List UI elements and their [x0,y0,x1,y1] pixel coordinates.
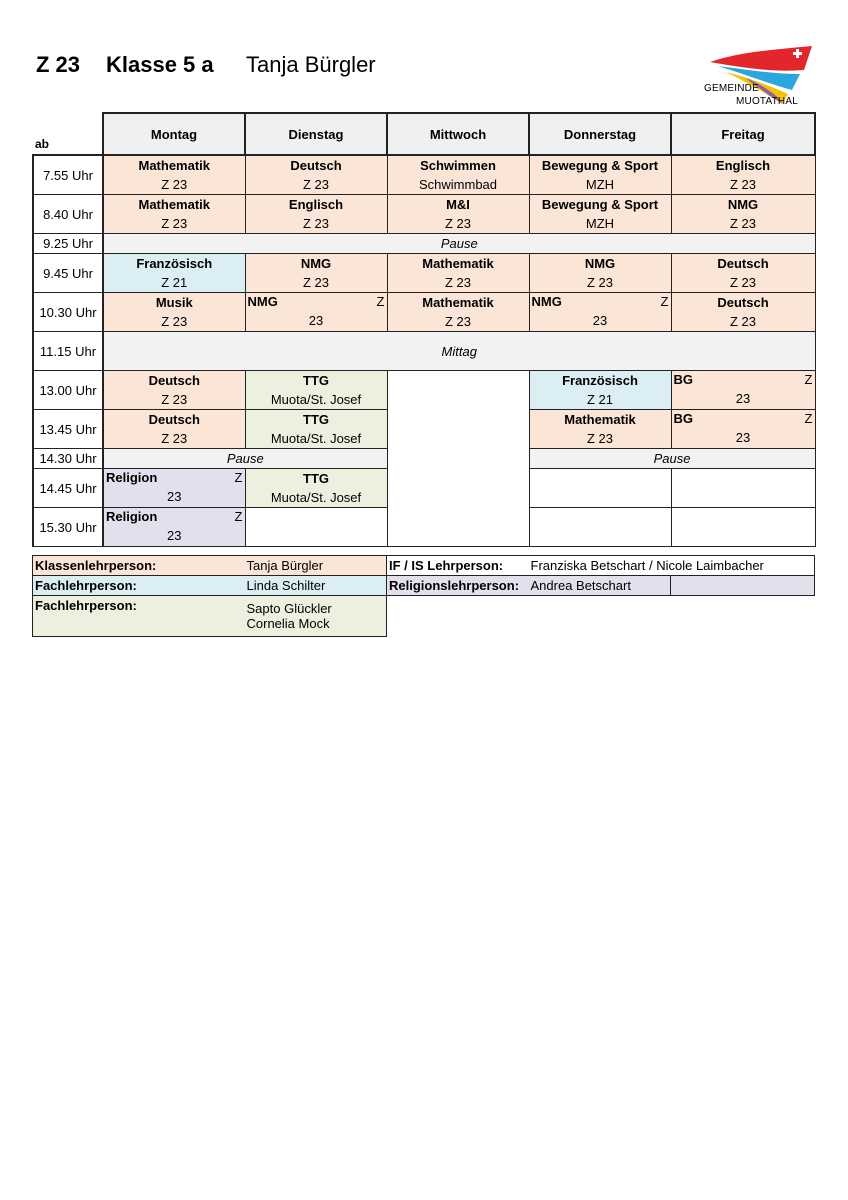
lesson-subject: NMG [531,294,562,309]
footer-value: Linda Schilter [245,576,387,596]
lesson-subject: Deutsch [148,373,200,388]
lesson-subject: TTG [303,412,329,427]
lesson-cell [671,371,815,410]
lesson-room-number: 23 [308,313,324,328]
timetable [32,112,816,547]
pause-bar: Pause [103,234,815,254]
corner-label: ab [33,113,103,155]
lesson-room: Z 23 [302,275,329,290]
lesson-cell [103,293,245,332]
lesson-subject: Englisch [288,197,344,212]
lesson-room: Z 23 [444,216,471,231]
lesson-room-prefix: Z [376,294,385,309]
day-header-wednesday: Mittwoch [387,113,529,155]
lesson-room: Z 21 [161,275,188,290]
lesson-subject: NMG [584,256,616,271]
room-number: Z 23 [36,52,81,77]
empty-wednesday-afternoon [387,371,529,547]
lesson-subject: NMG [727,197,759,212]
footer-value: Andrea Betschart [529,576,671,596]
lesson-subject: Französisch [562,373,638,388]
footer-blank [387,596,815,637]
lesson-subject: BG [673,411,693,426]
lesson-room: Z 23 [302,177,329,192]
logo-text [704,82,798,108]
pause-bar: Pause [103,449,387,469]
lesson-cell [103,254,245,293]
lesson-cell [671,410,815,449]
lesson-room-number: 23 [167,489,182,504]
lesson-cell [245,410,387,449]
lesson-room: Z 23 [302,216,329,231]
lesson-room: Z 23 [444,314,471,329]
lesson-cell [671,195,815,234]
lesson-room: Z 23 [729,177,756,192]
time-label: 13.00 Uhr [33,371,103,410]
lesson-subject: Deutsch [290,158,342,173]
lesson-room: Muota/St. Josef [270,392,362,407]
lesson-subject: Deutsch [717,256,769,271]
day-header-friday: Freitag [671,113,815,155]
lesson-room: Z 23 [729,275,756,290]
lesson-cell [671,293,815,332]
day-header-thursday: Donnerstag [529,113,671,155]
lesson-subject: Mathematik [138,158,211,173]
lesson-subject: M&I [446,197,470,212]
lesson-cell [245,195,387,234]
footer-empty [671,576,815,596]
lesson-cell [671,155,815,195]
lesson-room: MZH [585,216,615,231]
lesson-cell [103,410,245,449]
class-name: Klasse 5 a [106,52,214,77]
empty-cell [245,508,387,547]
lesson-cell [529,410,671,449]
lesson-room: Z 23 [161,431,188,446]
lesson-subject: NMG [300,256,332,271]
lesson-subject: Religion [106,470,158,485]
lunch-bar: Mittag [103,332,815,371]
footer-value: Tanja Bürgler [245,556,387,576]
lesson-cell [529,371,671,410]
lesson-cell [671,254,815,293]
lesson-subject: Französisch [136,256,213,271]
lesson-subject: Deutsch [148,412,200,427]
time-label: 9.25 Uhr [33,234,103,254]
lesson-subject: TTG [303,373,329,388]
page-header [36,52,376,78]
lesson-subject: NMG [247,294,278,309]
lesson-cell [103,195,245,234]
lesson-subject: Schwimmen [420,158,496,173]
lesson-room: Schwimmbad [418,177,498,192]
lesson-cell [103,508,245,547]
lesson-cell [529,195,671,234]
lesson-subject: Bewegung & Sport [541,158,659,173]
lesson-room-number: 23 [592,313,608,328]
lesson-room: Z 23 [729,216,756,231]
lesson-room: Z 23 [444,275,471,290]
empty-cell [529,508,671,547]
footer-label: Fachlehrperson: [33,596,245,637]
footer-label: Religionslehrperson: [387,576,529,596]
time-label: 13.45 Uhr [33,410,103,449]
lesson-room-prefix: Z [804,372,813,387]
lesson-room: Z 23 [586,275,613,290]
lesson-room-number: 23 [167,528,182,543]
lesson-room-prefix: Z [660,294,669,309]
time-label: 8.40 Uhr [33,195,103,234]
lesson-room: Z 21 [586,392,613,407]
lesson-room-prefix: Z [234,470,243,485]
time-label: 9.45 Uhr [33,254,103,293]
lesson-cell [245,371,387,410]
pause-bar: Pause [529,449,815,469]
logo-line1: GEMEINDE [704,83,759,94]
empty-cell [529,469,671,508]
lesson-cell [387,195,529,234]
lesson-subject: Religion [106,509,158,524]
lesson-cell [387,293,529,332]
lesson-room: Z 23 [729,314,756,329]
lesson-subject: Deutsch [717,295,769,310]
lesson-room: Z 23 [161,392,188,407]
time-label: 10.30 Uhr [33,293,103,332]
lesson-room: Muota/St. Josef [270,431,362,446]
lesson-room-number: 23 [735,391,751,406]
lesson-subject: Englisch [715,158,771,173]
day-header-tuesday: Dienstag [245,113,387,155]
time-label: 15.30 Uhr [33,508,103,547]
time-label: 14.30 Uhr [33,449,103,469]
lesson-cell [103,371,245,410]
lesson-cell [529,293,671,332]
lesson-room-prefix: Z [234,509,243,524]
lesson-subject: Mathematik [422,256,494,271]
lesson-cell [387,254,529,293]
lesson-room-prefix: Z [804,411,813,426]
lesson-subject: Musik [155,295,193,310]
time-label: 7.55 Uhr [33,155,103,195]
footer-label: IF / IS Lehrperson: [387,556,529,576]
footer-value-line: Cornelia Mock [246,616,330,631]
footer-value [245,596,387,637]
lesson-subject: Mathematik [564,412,636,427]
lesson-room: MZH [585,177,615,192]
day-header-monday: Montag [103,113,245,155]
time-label: 11.15 Uhr [33,332,103,371]
lesson-cell [103,155,245,195]
lesson-cell [529,155,671,195]
footer-label: Fachlehrperson: [33,576,245,596]
lesson-room-number: 23 [735,430,751,445]
logo-line2: MUOTATHAL [736,96,798,107]
lesson-subject: Bewegung & Sport [541,197,659,212]
lesson-subject: Mathematik [422,295,494,310]
footer-value-line: Sapto Glückler [246,601,332,616]
lesson-subject: TTG [303,471,329,486]
empty-cell [671,469,815,508]
lesson-cell [245,469,387,508]
lesson-cell [245,155,387,195]
lesson-subject: Mathematik [138,197,211,212]
lesson-cell [245,254,387,293]
lesson-cell [387,155,529,195]
lesson-room: Z 23 [161,216,188,231]
time-label: 14.45 Uhr [33,469,103,508]
lesson-room: Z 23 [161,314,188,329]
lesson-room: Muota/St. Josef [270,490,362,505]
lesson-room: Z 23 [586,431,613,446]
footer-label: Klassenlehrperson: [33,556,245,576]
lesson-cell [245,293,387,332]
lesson-subject: BG [673,372,693,387]
empty-cell [671,508,815,547]
lesson-cell [103,469,245,508]
lesson-room: Z 23 [161,177,188,192]
lesson-cell [529,254,671,293]
class-teacher: Tanja Bürgler [246,52,376,77]
teacher-footer [32,555,815,637]
footer-value: Franziska Betschart / Nicole Laimbacher [529,556,815,576]
